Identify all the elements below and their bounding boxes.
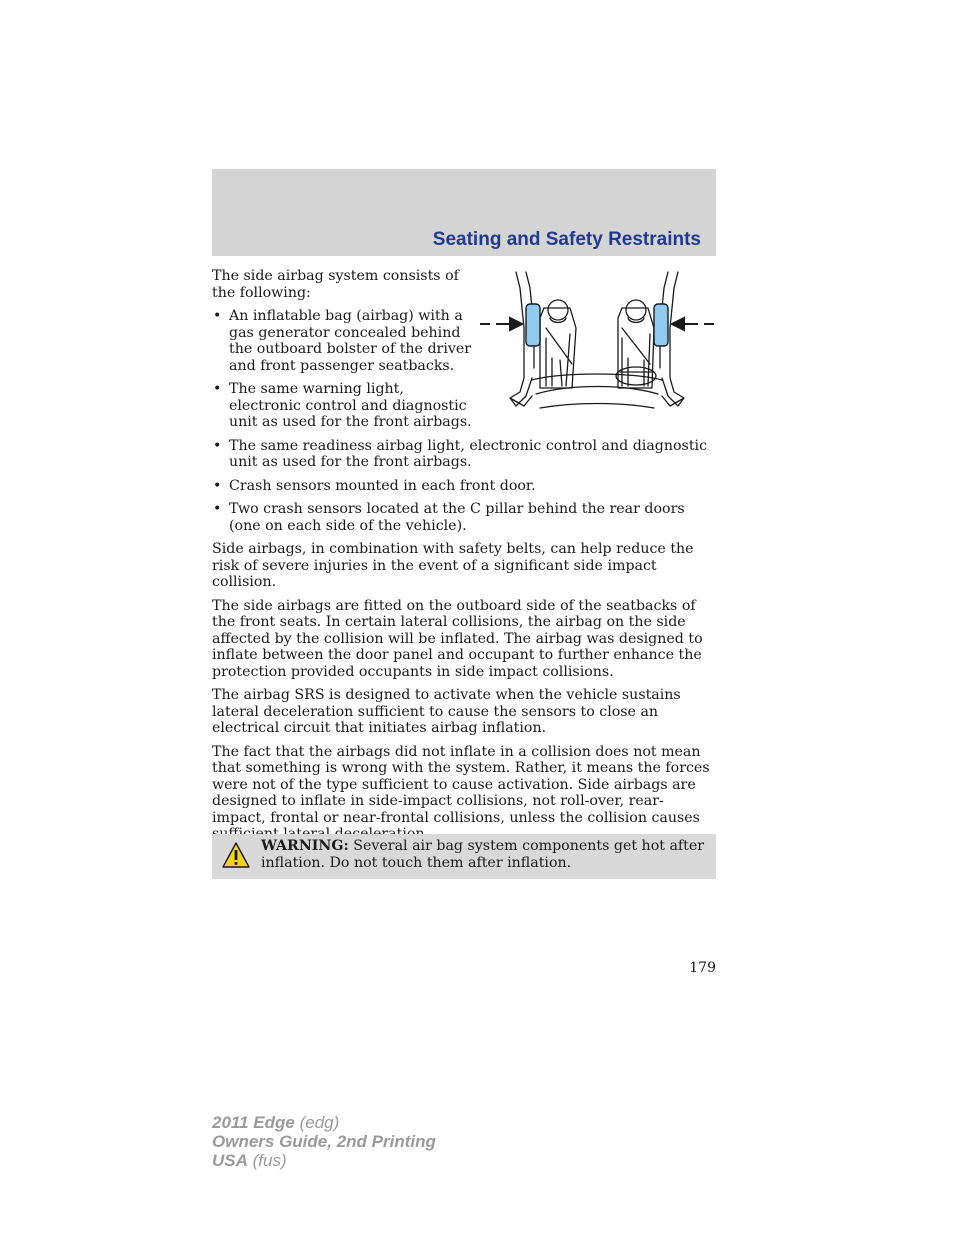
- warning-box: [212, 834, 716, 879]
- section-header-band: [212, 169, 716, 256]
- footer-model: 2011 Edge: [212, 1113, 295, 1132]
- body-paragraph: The airbag SRS is designed to activate when the vehicle sustains lateral deceleration sufficient to cause the sensors to close an electrical circuit that initiates airbag inflation.: [212, 687, 681, 736]
- list-item: • Crash sensors mounted in each front door.: [212, 478, 716, 495]
- list-item: • Two crash sensors located at the C pillar behind the rear doors (one on each side of the vehicle).: [212, 501, 716, 534]
- warning-label: WARNING:: [261, 838, 349, 854]
- page-content: [212, 268, 716, 850]
- body-paragraph: The side airbags are fitted on the outboard side of the seatbacks of the front seats. In certain lateral collisions, the airbag on the side affected by the collision will be inflated. The airbag was designed to inflate between the door panel and occupant to further enhance the protection provided occupants in side impact collisions.: [212, 597, 703, 680]
- footer-line-model: [212, 1113, 436, 1132]
- list-item: • The same warning light, electronic control and diagnostic unit as used for the front airbags.: [212, 381, 716, 431]
- list-item: • An inflatable bag (airbag) with a gas generator concealed behind the outboard bolster of the driver and front passenger seatbacks.: [212, 308, 716, 374]
- footer-model-code: (edg): [299, 1113, 340, 1132]
- footer-market: USA: [212, 1151, 248, 1170]
- footer-guide: Owners Guide, 2nd Printing: [212, 1132, 436, 1151]
- warning-text: [261, 838, 706, 871]
- footer-market-code: (fus): [252, 1151, 287, 1170]
- body-paragraph: Side airbags, in combination with safety belts, can help reduce the risk of severe injuries in the event of a significant side impact collision.: [212, 541, 694, 590]
- body-paragraph: The fact that the airbags did not inflate in a collision does not mean that something is wrong with the system. Rather, it means the forces were not of the type sufficient to cause activation. Side airbags are designed to inflate in side-impact collisions, not roll-over, rear-impact, frontal or near-frontal collisions, unless the collision causes: [212, 743, 710, 826]
- footer-line-guide: [212, 1132, 436, 1151]
- warning-message: Several air bag system components get hot after inflation. Do not touch them after inflation.: [261, 838, 705, 871]
- section-title: Seating and Safety Restraints: [432, 229, 701, 250]
- page-number: 179: [689, 960, 716, 976]
- warning-triangle-icon: [221, 841, 251, 869]
- list-item: • The same readiness airbag light, electronic control and diagnostic unit as used for the front airbags.: [212, 438, 716, 471]
- intro-paragraph: The side airbag system consists of the following:: [212, 268, 459, 301]
- component-list: [212, 308, 716, 534]
- document-footer: [212, 1113, 436, 1170]
- footer-line-market: [212, 1151, 436, 1170]
